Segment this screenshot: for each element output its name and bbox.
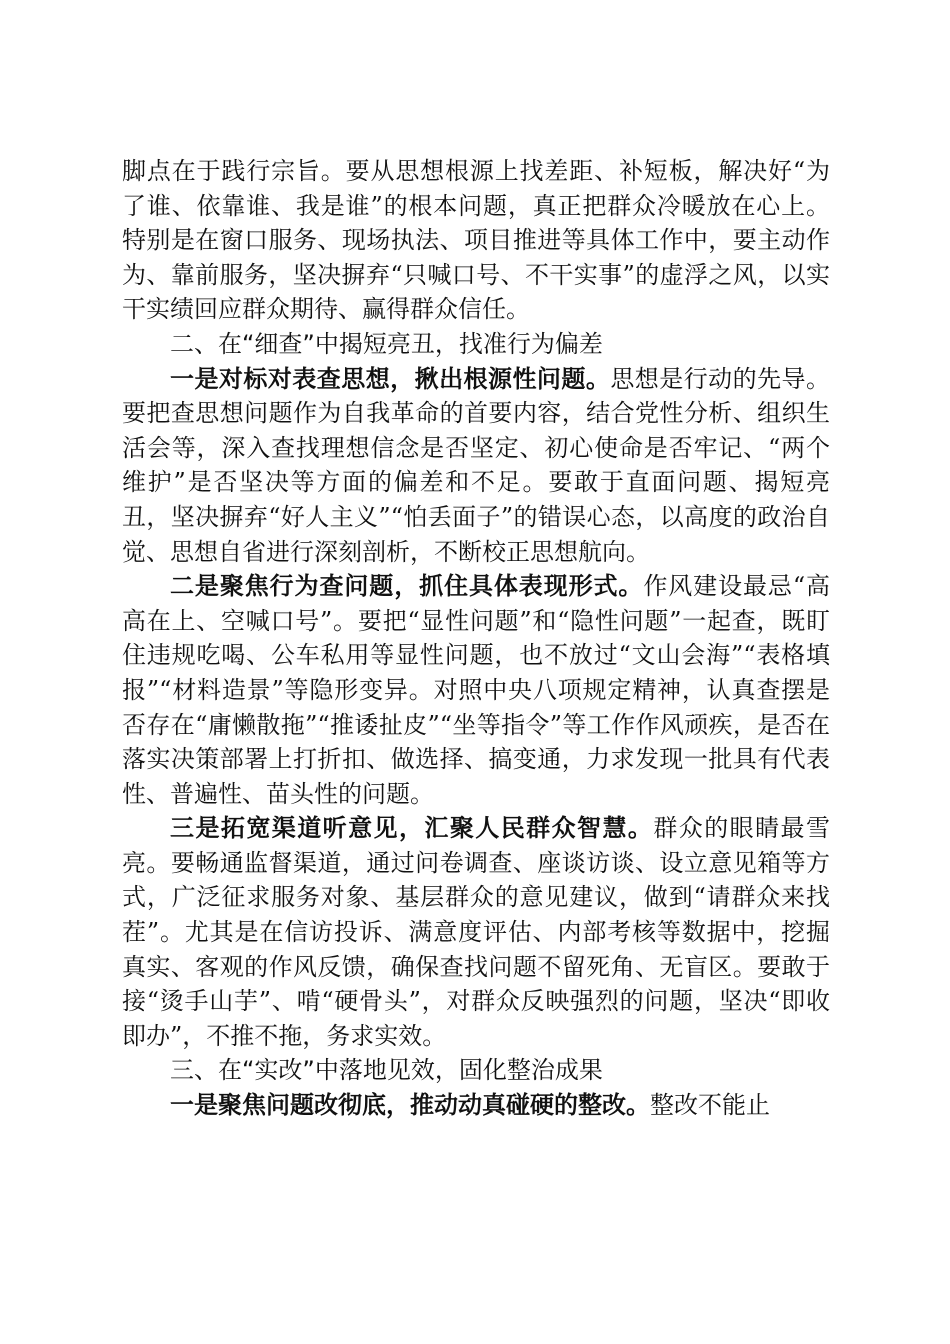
paragraph-text: 作风建设最忌“高高在上、空喊口号”。要把“显性问题”和“隐性问题”一起查，既盯住违规吃喝、公车私用等显性问题，也不放过“文山会海”“表格填报”“材料造景”等隐形变异。对照中央八项规定精神，认真查摆是否存在“庸懒散拖”“推诿扯皮”“坐等指令”等工作作风顽疾，是否在落实决策部署上打折扣、做选择、搞变通，力求发现一批具有代表性、普遍性、苗头性的问题。 <box>122 572 830 808</box>
paragraph-continuation <box>122 154 830 327</box>
paragraph-item-1 <box>122 362 830 570</box>
paragraph-text: 整改不能止 <box>650 1091 770 1120</box>
paragraph-item-2 <box>122 569 830 811</box>
paragraph-item-4 <box>122 1088 830 1123</box>
section-heading-2 <box>122 327 830 362</box>
heading-text: 三、在“实改”中落地见效，固化整治成果 <box>170 1056 603 1085</box>
section-heading-3 <box>122 1053 830 1088</box>
paragraph-text: 思想是行动的先导。要把查思想问题作为自我革命的首要内容，结合党性分析、组织生活会等，深入查找理想信念是否坚定、初心使命是否牢记、“两个维护”是否坚决等方面的偏差和不足。要敢于直面问题、揭短亮丑，坚决摒弃“好人主义”“怕丢面子”的错误心态，以高度的政治自觉、思想自省进行深刻剖析，不断校正思想航向。 <box>122 364 831 566</box>
heading-text: 二、在“细查”中揭短亮丑，找准行为偏差 <box>170 329 603 358</box>
document-body <box>122 154 830 1123</box>
paragraph-text: 脚点在于践行宗旨。要从思想根源上找差距、补短板，解决好“为了谁、依靠谁、我是谁”的根本问题，真正把群众冷暖放在心上。特别是在窗口服务、现场执法、项目推进等具体工作中，要主动作为、靠前服务，坚决摒弃“只喊口号、不干实事”的虚浮之风，以实干实绩回应群众期待、赢得群众信任。 <box>122 157 830 324</box>
paragraph-lead: 一是对标对表查思想，揪出根源性问题。 <box>170 364 611 393</box>
paragraph-lead: 二是聚焦行为查问题，抓住具体表现形式。 <box>170 572 644 601</box>
paragraph-lead: 三是拓宽渠道听意见，汇聚人民群众智慧。 <box>170 814 654 843</box>
paragraph-lead: 一是聚焦问题改彻底，推动动真碰硬的整改。 <box>170 1091 650 1120</box>
paragraph-text: 群众的眼睛最雪亮。要畅通监督渠道，通过问卷调查、座谈访谈、设立意见箱等方式，广泛征求服务对象、基层群众的意见建议，做到“请群众来找茬”。尤其是在信访投诉、满意度评估、内部考核等数据中，挖掘真实、客观的作风反馈，确保查找问题不留死角、无盲区。要敢于接“烫手山芋”、啃“硬骨头”，对群众反映强烈的问题，坚决“即收即办”，不推不拖，务求实效。 <box>122 814 830 1050</box>
paragraph-item-3 <box>122 811 830 1053</box>
